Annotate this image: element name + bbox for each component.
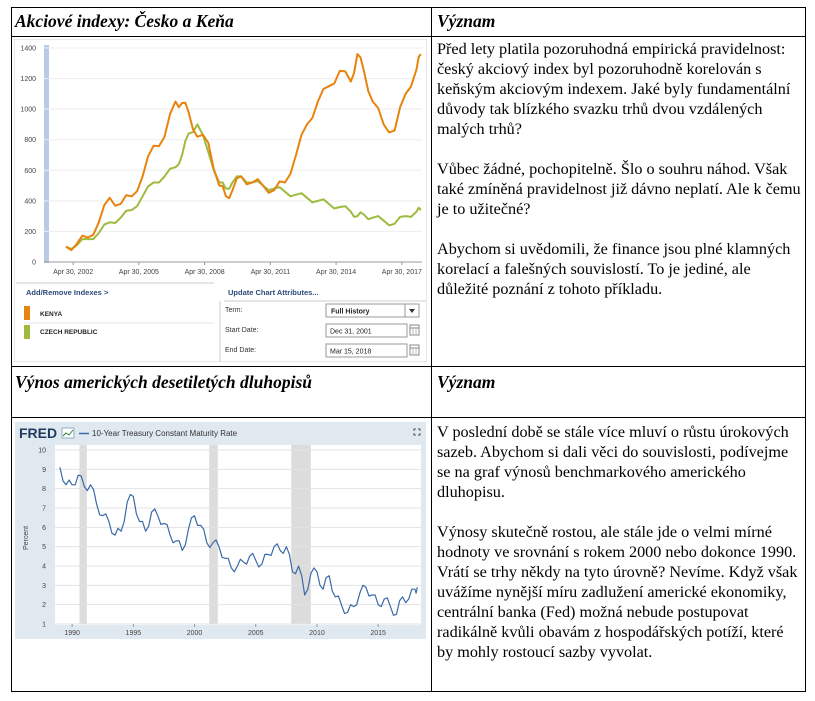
term-select-value: Full History	[331, 308, 370, 316]
legend-label-czech-republic: CZECH REPUBLIC	[40, 329, 98, 336]
y-tick-label: 8	[42, 486, 46, 494]
stock-index-chart	[14, 39, 427, 362]
calendar-icon[interactable]	[410, 325, 419, 335]
x-tick-label: Apr 30, 2005	[118, 269, 159, 276]
y-tick-label: 1000	[20, 106, 36, 114]
y-tick-label: 4	[42, 563, 46, 571]
y-tick-label: 200	[24, 228, 36, 236]
x-tick-label: Apr 30, 2011	[250, 269, 291, 276]
y-tick-label: 1400	[20, 45, 36, 53]
table-border-right	[805, 7, 806, 692]
start-date-input[interactable]	[326, 324, 407, 337]
y-tick-label: 9	[42, 466, 46, 474]
table-border-row2-header	[11, 417, 806, 418]
y-tick-label: 1	[42, 621, 46, 629]
legend-swatch-czech	[24, 325, 30, 339]
x-tick-label: 2015	[370, 630, 386, 637]
end-date-value: Mar 15, 2018	[330, 348, 372, 356]
x-tick-label: 2010	[309, 630, 325, 637]
table-border-row1-header	[11, 36, 806, 37]
term-select[interactable]	[326, 304, 419, 317]
row1-explanation	[437, 39, 801, 319]
start-date-label: Start Date:	[225, 327, 259, 334]
recession-band	[209, 445, 218, 624]
y-tick-label: 3	[42, 582, 46, 590]
range-scrollbar[interactable]	[44, 45, 49, 263]
table-border-middle	[431, 7, 432, 692]
row1-right-header: Význam	[437, 11, 496, 31]
chart-title: 10-Year Treasury Constant Maturity Rate	[92, 429, 238, 438]
y-tick-label: 400	[24, 198, 36, 206]
update-chart-attributes-link[interactable]: Update Chart Attributes...	[228, 288, 319, 297]
y-tick-label: 6	[42, 524, 46, 532]
row1-paragraph-3: Abychom si uvědomili, že finance jsou plné klamných korelací a falešných souvislostí. To je jediné, ale důležité poznání z tohoto příkladu.	[437, 240, 791, 298]
y-tick-label: 600	[24, 167, 36, 175]
x-tick-label: 1990	[64, 630, 80, 637]
y-tick-label: 1200	[20, 76, 36, 84]
y-tick-label: 10	[38, 447, 46, 455]
add-remove-indexes-link[interactable]: Add/Remove Indexes >	[26, 288, 109, 297]
term-label: Term:	[225, 307, 243, 314]
start-date-value: Dec 31, 2001	[330, 328, 372, 336]
recession-band	[291, 445, 311, 624]
y-tick-label: 2	[42, 602, 46, 610]
row1-left-header: Akciové indexy: Česko a Keňa	[15, 11, 234, 31]
x-tick-label: 2005	[247, 630, 264, 637]
row2-left-header: Výnos amerických desetiletých dluhopisů	[15, 372, 313, 392]
y-axis-label: Percent	[23, 525, 30, 550]
x-tick-label: Apr 30, 2008	[184, 269, 225, 276]
y-tick-label: 0	[32, 259, 36, 267]
legend-label-kenya: KENYA	[40, 311, 63, 318]
table-border-bottom	[11, 691, 806, 692]
row1-paragraph-1: Před lety platila pozoruhodná empirická pravidelnost: český akciový index byl pozoruhodně korelován s keňským akciovým indexem. Jaké byly fundamentální důvody tak blízkého svazku trhů dvou vzdálených malých trhů?	[437, 40, 791, 138]
x-tick-label: 1995	[125, 630, 142, 637]
recession-band	[79, 445, 86, 624]
x-tick-label: Apr 30, 2002	[53, 269, 94, 276]
table-border-left	[11, 7, 12, 692]
row2-explanation	[437, 422, 801, 682]
y-tick-label: 7	[42, 505, 46, 513]
end-date-input[interactable]	[326, 344, 407, 357]
row2-paragraph-1: V poslední době se stále více mluví o růstu úrokových sazeb. Abychom si dali věci do souvislosti, podívejme se na graf výnosů benchmarkového amerického dluhopisu.	[437, 423, 789, 501]
x-tick-label: Apr 30, 2017	[381, 269, 422, 276]
treasury-yield-chart	[15, 422, 426, 639]
y-tick-label: 5	[42, 544, 46, 552]
table-border-row-divider	[11, 366, 806, 367]
x-tick-label: Apr 30, 2014	[316, 269, 357, 276]
fred-chart-icon	[62, 428, 74, 438]
row1-paragraph-2: Vůbec žádné, pochopitelně. Šlo o souhru náhod. Však také zmíněná pravidelnost již dávno neplatí. Ale k čemu je to užitečné?	[437, 160, 801, 218]
row2-right-header: Význam	[437, 372, 496, 392]
table-border-top	[11, 7, 806, 8]
fred-logo: FRED	[19, 425, 58, 441]
end-date-label: End Date:	[225, 347, 257, 354]
y-tick-label: 800	[24, 137, 36, 145]
row2-paragraph-2: Výnosy skutečně rostou, ale stále jde o velmi mírné hodnoty ve srovnání s rokem 2000 nebo dokonce 1990. Vrátí se trhy někdy na tyto úrovně? Nevíme. Když však uvážíme nynější míru zadlužení americké ekonomiky, centrální banka (Fed) možná nebude postupovat radikálně kvůli obavám z hospodářských potíží, které by mohly rostoucí sazby vyvolat.	[437, 523, 798, 661]
x-tick-label: 2000	[186, 630, 203, 637]
legend-swatch-kenya	[24, 306, 30, 320]
calendar-icon[interactable]	[410, 345, 419, 355]
